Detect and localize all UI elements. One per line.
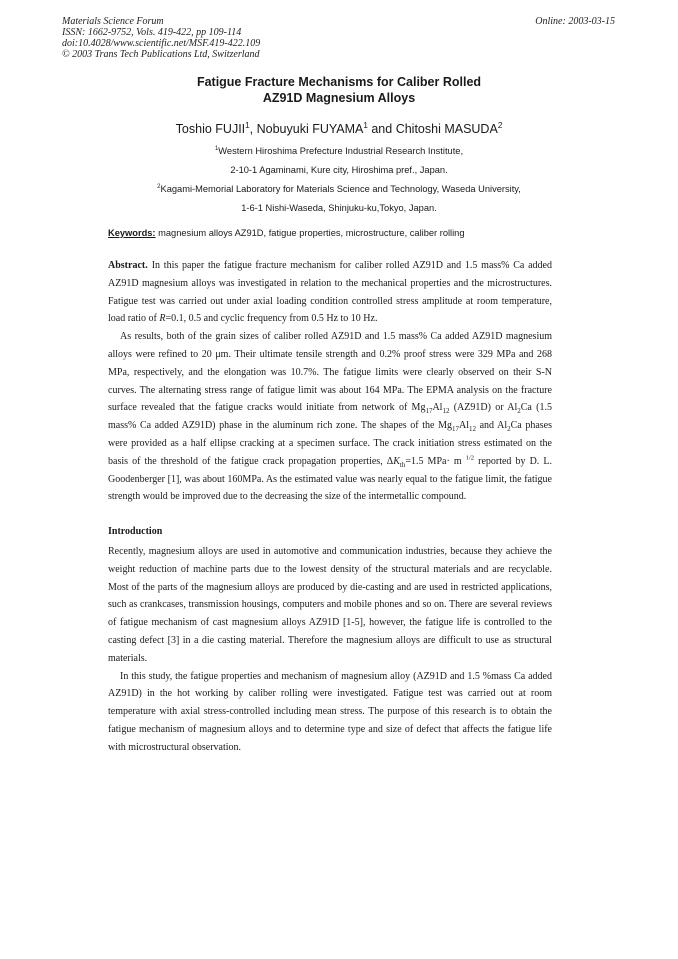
introduction-section xyxy=(108,543,552,757)
load-ratio-symbol: R xyxy=(159,313,166,325)
abstract-text: and Al xyxy=(475,420,508,432)
author-list xyxy=(0,122,678,136)
abstract-text: =1.5 MPa· m xyxy=(405,455,466,467)
keywords xyxy=(108,228,578,238)
title-line-1: Fatigue Fracture Mechanisms for Caliber Rolled xyxy=(196,75,482,89)
abstract-text: In this paper the fatigue fracture mechanism for caliber rolled AZ91D and 1.5 mass% Ca added AZ91D magnesium alloys was investigated in relation to the mechanical properties and the microstructures. Fatigue test was carried out under axial loading condition controlled stress amplitude at room temperature, load ratio of xyxy=(108,260,552,325)
keywords-text: magnesium alloys AZ91D, fatigue properties, microstructure, caliber rolling xyxy=(155,228,465,238)
introduction-paragraph-1: Recently, magnesium alloys are used in automotive and communication industries, because they achieve the weight reduction of machine parts due to the lowest density of the structural materials and are recyclable. Most of the parts of the magnesium alloys are produced by die-casting and are used in restricted applications, such as crankcases, transmission housings, computers and mobile phones and so on. There are several reviews of fatigue mechanism of cast magnesium alloys AZ91D [1-5], however, the fatigue life is controlled to the casting defect [3] in a die casting material. Therefore the magnesium alloys are difficult to use as structural materials. xyxy=(108,546,552,664)
online-date: Online: 2003-03-15 xyxy=(535,16,615,27)
author-1: Toshio FUJII xyxy=(175,122,246,136)
author-2-affil: 1 xyxy=(363,120,368,130)
abstract-paragraph-2 xyxy=(108,328,552,506)
subscript: 12 xyxy=(442,407,450,416)
abstract-text: =0.1, 0.5 and cyclic frequency from 0.5 Hz to 10 Hz. xyxy=(165,313,378,325)
abstract-paragraph-1 xyxy=(108,257,552,328)
abstract-text: Al xyxy=(458,420,469,432)
abstract-text: Ca phases were provided as a half ellipse cracking at a specimen surface. The crack initiation stress estimated on the basis of the threshold of the fatigue crack propagation properties, Δ xyxy=(108,420,552,467)
affiliation-1-address: 2-10-1 Agaminami, Kure city, Hiroshima pref., Japan. xyxy=(230,165,448,175)
abstract-text: As results, both of the grain sizes of caliber rolled AZ91D and 1.5 mass% Ca added AZ91D magnesium alloys were refined to 20 μm. Their ultimate tensile strength and 0.2% proof stress were 329 MPa and 268 MPa, respectively, and the elongation was 10.7%. The fatigue limits were clearly observed on their S-N curves. The alternating stress range of fatigue limit was about 164 MPa. The EPMA analysis on the fracture surface revealed that the fatigue cracks would initiate from network of Mg xyxy=(108,331,552,414)
author-separator: , xyxy=(249,122,257,136)
author-3-affil: 2 xyxy=(497,120,503,130)
abstract-label: Abstract. xyxy=(108,260,148,271)
affiliation-2-line-1 xyxy=(0,180,678,199)
doi-line: doi:10.4028/www.scientific.net/MSF.419-422.109 xyxy=(62,38,261,49)
keywords-label: Keywords: xyxy=(108,228,156,238)
author-2: Nobuyuki FUYAMA xyxy=(256,122,364,136)
subscript: 17 xyxy=(451,425,459,434)
publication-header xyxy=(62,16,260,60)
subscript: 17 xyxy=(425,407,433,416)
paper-title xyxy=(0,74,678,106)
subscript: 2 xyxy=(517,407,521,416)
affiliation-2-marker: 2 xyxy=(157,183,161,190)
affiliation-2-name: Kagami-Memorial Laboratory for Materials Science and Technology, Waseda University, xyxy=(160,184,521,194)
subscript: 2 xyxy=(507,425,511,434)
abstract-text: reported by D. L. Goodenberger [1], was about 160MPa. As the estimated value was nearly equal to the fatigue limit, the fatigue strength would be improved due to the decreasing the size of the intermetallic compound. xyxy=(108,455,552,503)
abstract-text: (AZ91D) or Al xyxy=(449,402,518,414)
subscript: 12 xyxy=(468,425,476,434)
stress-intensity-symbol: K xyxy=(393,455,400,467)
author-separator: and xyxy=(367,122,396,136)
affiliation-2-address: 1-6-1 Nishi-Waseda, Shinjuku-ku,Tokyo, Japan. xyxy=(241,203,437,213)
superscript: 1/2 xyxy=(465,454,475,462)
abstract-section xyxy=(108,257,552,506)
title-line-2: AZ91D Magnesium Alloys xyxy=(262,91,416,105)
abstract-text: Al xyxy=(432,402,443,414)
affiliations xyxy=(0,142,678,218)
affiliation-1-line-1 xyxy=(0,142,678,161)
journal-name: Materials Science Forum xyxy=(62,16,164,27)
abstract-text: Ca (1.5 mass% Ca added AZ91D) phase in the aluminum rich zone. The shapes of the Mg xyxy=(108,402,552,432)
introduction-heading: Introduction xyxy=(108,526,163,537)
author-3: Chitoshi MASUDA xyxy=(395,122,498,136)
copyright-line: © 2003 Trans Tech Publications Ltd, Switzerland xyxy=(62,49,260,60)
author-1-affil: 1 xyxy=(245,120,250,130)
affiliation-1-name: Western Hiroshima Prefecture Industrial Research Institute, xyxy=(218,146,464,156)
subscript: th xyxy=(399,460,406,469)
introduction-paragraph-2: In this study, the fatigue properties and mechanism of magnesium alloy (AZ91D and 1.5 %mass Ca added AZ91D) in the hot working by caliber rolling were investigated. Fatigue test was carried out at room temperature with axial stress-controlled including mean stress. The purpose of this research is to obtain the fatigue mechanism of magnesium alloys and to determine type and size of defect that affects the fatigue life with microstructural observation. xyxy=(108,670,552,753)
issn-line: ISSN: 1662-9752, Vols. 419-422, pp 109-114 xyxy=(62,27,242,38)
affiliation-1-marker: 1 xyxy=(214,145,219,152)
